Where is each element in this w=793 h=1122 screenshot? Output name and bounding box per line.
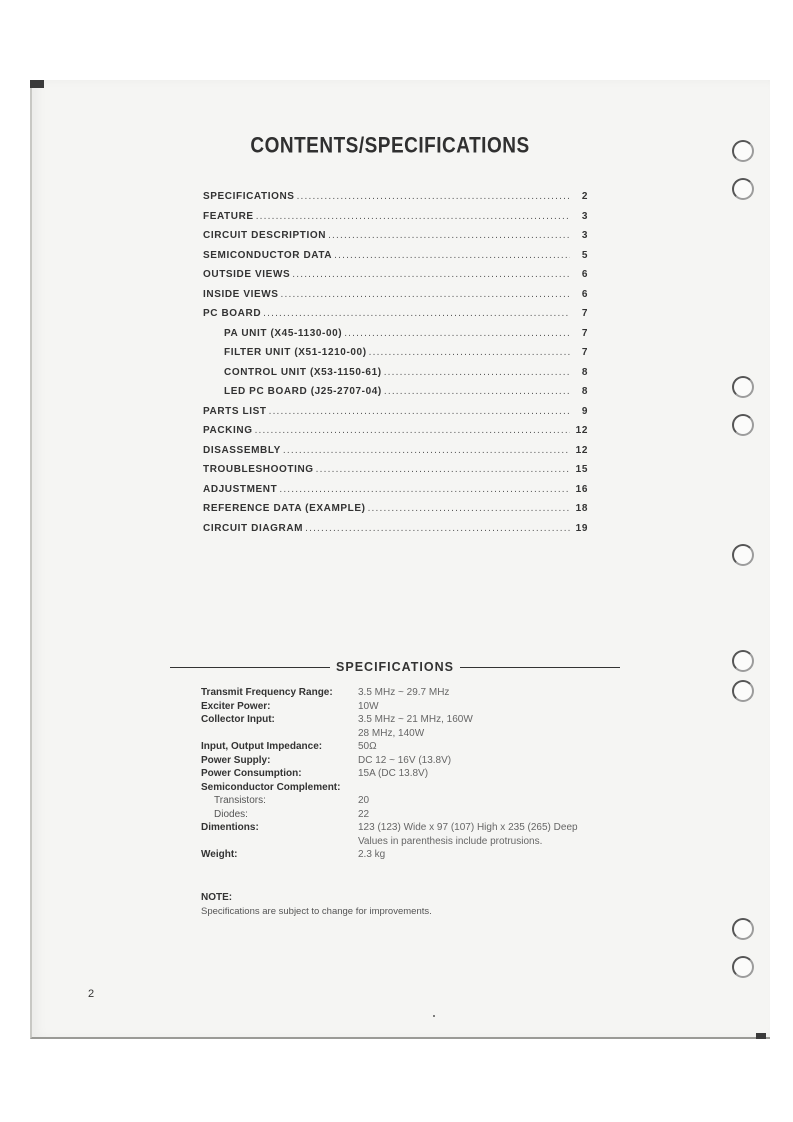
binder-hole — [732, 650, 754, 672]
toc-entry-page: 7 — [581, 347, 588, 358]
spec-value: Values in parenthesis include protrusions. — [358, 835, 543, 847]
toc-entry-title: FILTER UNIT (X51-1210-00) — [224, 347, 367, 358]
toc-entry-title: REFERENCE DATA (EXAMPLE) — [203, 503, 366, 514]
spec-value: 3.5 MHz ~ 21 MHz, 160W — [358, 714, 473, 725]
toc-entry — [203, 503, 588, 523]
toc-entry-page: 19 — [575, 522, 588, 534]
toc-entry-title: OUTSIDE VIEWS — [203, 269, 291, 280]
spec-value: 28 MHz, 140W — [358, 727, 425, 739]
toc-leader-dots — [256, 211, 570, 222]
toc-leader-dots — [297, 191, 570, 202]
binder-hole — [732, 956, 754, 978]
toc-entry — [203, 406, 588, 426]
spec-row — [201, 848, 621, 862]
spec-value: 22 — [358, 808, 370, 820]
spec-row — [201, 686, 621, 700]
toc-entry-title: DISASSEMBLY — [203, 444, 281, 456]
toc-leader-dots — [281, 289, 570, 300]
rule-line — [170, 667, 330, 668]
toc-entry-title: FEATURE — [203, 210, 254, 222]
toc-entry — [203, 211, 588, 231]
spec-value: DC 12 ~ 16V (13.8V) — [358, 754, 452, 766]
toc-entry-page: 9 — [581, 405, 588, 417]
toc-leader-dots — [368, 503, 570, 514]
spec-row — [201, 781, 621, 795]
toc-entry — [203, 191, 588, 211]
spec-row — [201, 808, 621, 822]
toc-entry-page: 18 — [575, 503, 588, 514]
spec-value: 50Ω — [358, 741, 377, 752]
spec-label: Power Consumption: — [201, 768, 302, 779]
toc-entry — [203, 347, 588, 367]
toc-entry — [203, 464, 588, 484]
spec-label: Transmit Frequency Range: — [201, 687, 333, 698]
toc-leader-dots — [279, 484, 570, 495]
toc-entry — [203, 289, 588, 309]
toc-entry — [203, 425, 588, 445]
binder-hole — [732, 140, 754, 162]
page-number: 2 — [88, 988, 95, 1000]
spec-row — [201, 794, 621, 808]
spec-label: Input, Output Impedance: — [201, 741, 323, 752]
toc-leader-dots — [263, 308, 570, 319]
toc-entry-page: 8 — [581, 386, 588, 397]
toc-entry-title: LED PC BOARD (J25-2707-04) — [224, 386, 382, 397]
specifications-list — [201, 686, 621, 862]
spec-row — [201, 727, 621, 741]
toc-leader-dots — [384, 386, 570, 397]
toc-entry-page: 3 — [581, 230, 588, 241]
binder-hole — [732, 544, 754, 566]
toc-entry-page: 6 — [581, 288, 588, 300]
note-text: Specifications are subject to change for improvements. — [201, 906, 432, 917]
spec-row — [201, 700, 621, 714]
toc-entry-title: SPECIFICATIONS — [203, 191, 295, 202]
toc-leader-dots — [328, 230, 570, 241]
toc-entry-title: PACKING — [203, 425, 253, 436]
toc-leader-dots — [344, 328, 570, 339]
toc-entry-page: 3 — [581, 210, 588, 222]
paper-speck — [433, 1015, 435, 1017]
toc-entry-title: CIRCUIT DESCRIPTION — [203, 230, 327, 241]
spec-row — [201, 754, 621, 768]
spec-label: Diodes: — [214, 808, 248, 820]
specifications-heading-label: SPECIFICATIONS — [336, 660, 454, 674]
toc-leader-dots — [255, 425, 570, 436]
toc-entry-page: 2 — [581, 191, 588, 202]
spec-label: Dimentions: — [201, 822, 259, 833]
spec-label: Semiconductor Complement: — [201, 781, 341, 793]
spec-row — [201, 713, 621, 727]
spec-label: Power Supply: — [201, 754, 271, 766]
spec-label — [201, 835, 358, 849]
spec-label: Exciter Power: — [201, 700, 271, 712]
binder-hole — [732, 178, 754, 200]
spec-row — [201, 821, 621, 835]
page-corner-mark — [30, 80, 44, 88]
toc-leader-dots — [334, 250, 570, 261]
spec-value: 20 — [358, 795, 370, 806]
specifications-heading — [170, 659, 620, 675]
toc-leader-dots — [292, 269, 570, 280]
spec-row — [201, 767, 621, 781]
toc-entry — [203, 523, 588, 543]
toc-leader-dots — [283, 445, 570, 456]
toc-entry — [203, 230, 588, 250]
toc-entry — [203, 386, 588, 406]
spec-row — [201, 835, 621, 849]
note-heading: NOTE: — [201, 892, 233, 903]
toc-entry-page: 6 — [581, 269, 588, 280]
toc-entry-title: TROUBLESHOOTING — [203, 464, 314, 475]
toc-leader-dots — [316, 464, 570, 475]
toc-entry-page: 12 — [575, 425, 588, 436]
toc-entry-title: ADJUSTMENT — [203, 483, 278, 495]
toc-entry-title: SEMICONDUCTOR DATA — [203, 249, 333, 261]
spec-label: Transistors: — [214, 795, 266, 806]
spec-row — [201, 740, 621, 754]
binder-hole — [732, 918, 754, 940]
toc-entry-page: 16 — [575, 483, 588, 495]
toc-leader-dots — [384, 367, 570, 378]
toc-entry — [203, 250, 588, 270]
toc-entry-title: CONTROL UNIT (X53-1150-61) — [224, 366, 382, 378]
spec-value: 15A (DC 13.8V) — [358, 768, 429, 779]
rule-line — [460, 667, 620, 668]
spec-value: 2.3 kg — [358, 849, 386, 860]
toc-leader-dots — [269, 406, 570, 417]
toc-entry — [203, 308, 588, 328]
toc-entry-title: PA UNIT (X45-1130-00) — [224, 327, 343, 339]
toc-entry-title: PARTS LIST — [203, 405, 267, 417]
toc-leader-dots — [305, 523, 570, 534]
toc-entry-page: 7 — [581, 327, 588, 339]
spec-label: Collector Input: — [201, 714, 275, 725]
spec-value: 123 (123) Wide x 97 (107) High x 235 (265) Deep — [358, 822, 578, 833]
toc-entry-page: 5 — [581, 249, 588, 261]
toc-entry — [203, 484, 588, 504]
toc-entry — [203, 328, 588, 348]
spec-value: 10W — [358, 700, 379, 712]
toc-entry-page: 8 — [581, 366, 588, 378]
page-title: CONTENTS/SPECIFICATIONS — [250, 134, 530, 159]
binder-hole — [732, 680, 754, 702]
binder-hole — [732, 376, 754, 398]
spec-label — [201, 727, 358, 741]
table-of-contents — [203, 191, 588, 542]
spec-value: 3.5 MHz ~ 29.7 MHz — [358, 687, 450, 698]
toc-entry-page: 12 — [575, 444, 588, 456]
toc-entry-title: PC BOARD — [203, 308, 262, 319]
toc-entry — [203, 269, 588, 289]
toc-entry — [203, 367, 588, 387]
toc-entry-page: 7 — [581, 308, 588, 319]
toc-entry-title: INSIDE VIEWS — [203, 288, 279, 300]
toc-entry — [203, 445, 588, 465]
toc-entry-page: 15 — [575, 464, 588, 475]
spec-label: Weight: — [201, 849, 238, 860]
toc-leader-dots — [369, 347, 570, 358]
page-corner-mark — [756, 1033, 766, 1039]
binder-hole — [732, 414, 754, 436]
toc-entry-title: CIRCUIT DIAGRAM — [203, 522, 304, 534]
